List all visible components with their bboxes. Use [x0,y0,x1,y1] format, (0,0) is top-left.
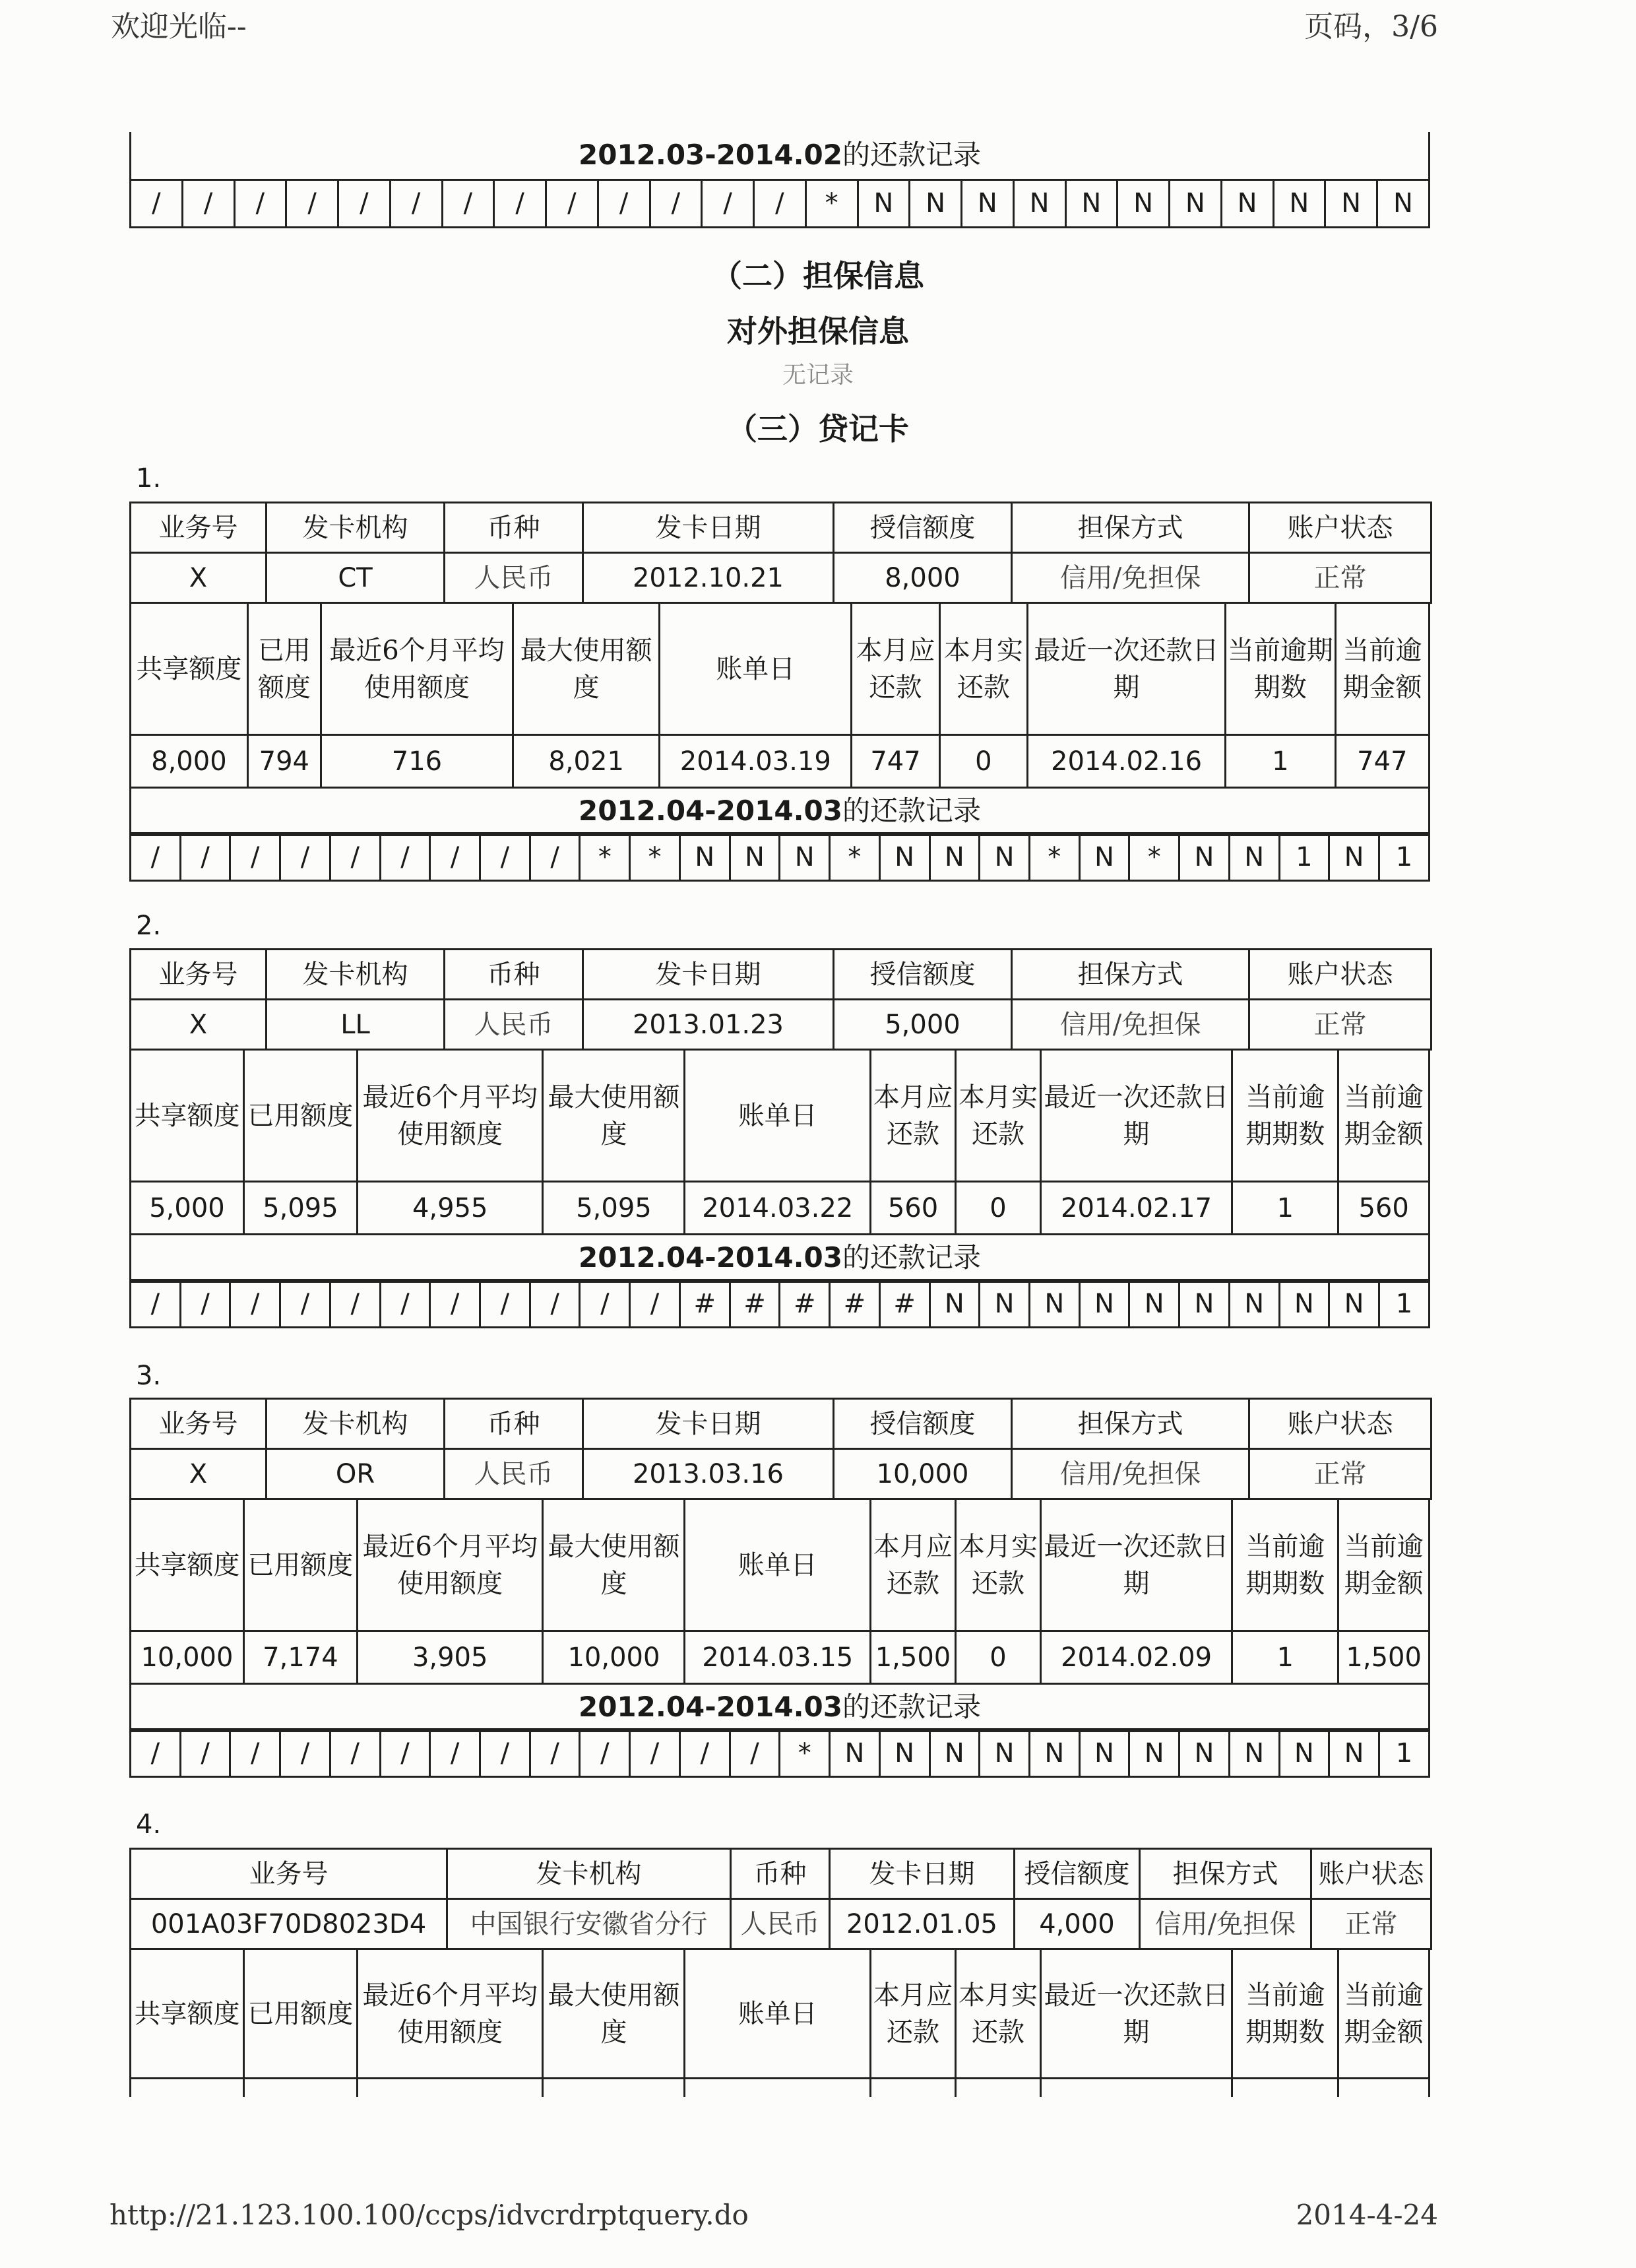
stat-value-cell [131,2079,244,2097]
stat-label-cell: 已用额度 [243,1949,357,2079]
stat-label-cell: 账单日 [685,1949,871,2079]
stat-value-cell [685,2079,871,2097]
repayment-cell: / [442,179,494,227]
info-cell: LL [267,1000,445,1050]
repayment-cell: N [730,833,780,881]
label-cell: 业务号 [131,950,267,1000]
info-cell: X [131,1000,267,1050]
stat-label-cell: 本月应还款 [871,1499,956,1631]
stat-label-cell: 最大使用额度 [543,1050,685,1182]
repayment-cell: 1 [1379,833,1429,881]
repayment-cell: / [754,179,806,227]
repayment-record-table [129,1279,1430,1328]
repayment-cell: N [1029,1280,1079,1328]
stat-value-cell: 0 [955,1182,1040,1235]
repayment-cell: / [131,1730,181,1777]
repayment-cell: / [180,833,230,881]
info-cell: 2012.01.05 [830,1899,1015,1949]
stat-value-cell: 1,500 [1338,1631,1430,1684]
info-cell: 信用/免担保 [1012,1449,1249,1499]
repayment-cell: / [630,1730,680,1777]
info-cell: 人民币 [731,1899,830,1949]
info-cell: 正常 [1249,553,1432,603]
repayment-cell: / [430,1280,480,1328]
repayment-cell: / [530,1730,580,1777]
repayment-cell: / [380,1730,430,1777]
info-cell: 人民币 [445,1000,583,1050]
label-cell: 担保方式 [1140,1849,1311,1899]
repayment-cell: N [1079,1280,1129,1328]
stat-value-cell: 2014.03.19 [660,735,852,788]
stat-label-cell: 当前逾期期数 [1232,1499,1338,1631]
repayment-cell: N [1013,179,1065,227]
credit-card-table [129,948,1432,1051]
repayment-cell: N [980,1730,1030,1777]
repayment-cell: N [929,1280,980,1328]
stat-value-cell: 1,500 [871,1631,956,1684]
repayment-cell: N [1079,1730,1129,1777]
stat-value-cell: 2014.03.22 [685,1182,871,1235]
repayment-cell: N [929,1730,980,1777]
info-cell: 2013.01.23 [583,1000,834,1050]
stat-label-cell: 共享额度 [131,1499,244,1631]
page-url[interactable]: http://21.123.100.100/ccps/idvcrdrptquery.do [110,2199,749,2231]
stat-value-cell: 4,955 [357,1182,543,1235]
stat-value-cell: 1 [1232,1182,1338,1235]
repayment-cell: N [1221,179,1273,227]
repayment-cell: * [630,833,680,881]
repayment-cell: / [234,179,286,227]
guarantee-section-title: （二）担保信息 [712,258,924,294]
info-cell: 中国银行安徽省分行 [447,1899,731,1949]
stat-label-cell: 最近一次还款日期 [1028,603,1226,735]
stat-label-cell: 当前逾期金额 [1338,1499,1430,1631]
credit-card-stats-table [129,1948,1430,2097]
stat-label-cell: 账单日 [685,1499,871,1631]
info-cell: 信用/免担保 [1012,553,1249,603]
repayment-cell: / [280,833,330,881]
repayment-cell: / [286,179,338,227]
stat-value-cell: 794 [247,735,321,788]
repayment-cell: / [430,1730,480,1777]
info-cell: 正常 [1249,1000,1432,1050]
repayment-cell: N [858,179,910,227]
repayment-cell: N [1129,1280,1180,1328]
stat-label-cell: 最近一次还款日期 [1040,1949,1232,2079]
stat-label-cell: 本月实还款 [955,1050,1040,1182]
info-cell: 信用/免担保 [1012,1000,1249,1050]
repayment-cell: / [338,179,391,227]
stat-label-cell: 当前逾期期数 [1232,1050,1338,1182]
repayment-cell: / [131,833,181,881]
repayment-cell: N [1180,1730,1230,1777]
repayment-cell: / [580,1280,630,1328]
repayment-cell: / [494,179,546,227]
repayment-cell: 1 [1379,1280,1429,1328]
repayment-cell: N [1180,1280,1230,1328]
repayment-cell: N [1329,1280,1379,1328]
label-cell: 授信额度 [834,950,1012,1000]
repayment-cell: N [980,1280,1030,1328]
repayment-cell: / [730,1730,780,1777]
stat-label-cell: 账单日 [660,603,852,735]
repayment-record-table [129,1728,1430,1778]
stat-label-cell: 共享额度 [131,1050,244,1182]
repayment-record-title [131,788,1430,835]
stat-label-cell: 当前逾期金额 [1338,1949,1430,2079]
stat-value-cell: 2014.03.15 [685,1631,871,1684]
info-cell: 正常 [1311,1899,1432,1949]
repayment-cell: N [1065,179,1117,227]
repayment-cell: N [830,1730,880,1777]
repayment-cell: N [1325,179,1377,227]
label-cell: 币种 [445,950,583,1000]
credit-card-table [129,1398,1432,1500]
repayment-cell: * [805,179,858,227]
label-cell: 发卡机构 [267,503,445,553]
repayment-cell: / [430,833,480,881]
page-number: 页码，3/6 [1304,10,1438,44]
label-cell: 担保方式 [1012,503,1249,553]
repayment-record-title [131,1235,1430,1282]
stat-label-cell: 当前逾期金额 [1335,603,1429,735]
stat-value-cell [543,2079,685,2097]
repayment-cell: N [1180,833,1230,881]
repayment-cell: # [830,1280,880,1328]
repayment-cell: N [1329,833,1379,881]
page-header-left: 欢迎光临-- [111,10,247,44]
repayment-cell: / [480,1280,530,1328]
repayment-cell: N [1170,179,1222,227]
repayment-cell: * [580,833,630,881]
repayment-cell: / [180,1280,230,1328]
label-cell: 发卡机构 [267,950,445,1000]
repayment-cell: / [330,833,380,881]
repayment-cell: N [1273,179,1325,227]
stat-value-cell: 560 [1338,1182,1430,1235]
repayment-cell: N [679,833,730,881]
repayment-cell: N [780,833,830,881]
repayment-cell: # [879,1280,929,1328]
stat-value-cell: 8,000 [131,735,248,788]
guarantee-no-record: 无记录 [782,362,854,389]
card-index: 4. [136,1809,162,1840]
info-cell: 10,000 [834,1449,1012,1499]
repayment-cell: / [230,833,280,881]
credit-card-stats-table [129,1049,1430,1283]
repayment-cell: * [780,1730,830,1777]
info-cell: OR [267,1449,445,1499]
credit-card-stats-table [129,1498,1430,1732]
stat-label-cell: 已用额度 [247,603,321,735]
repayment-cell: # [679,1280,730,1328]
stat-label-cell: 最近6个月平均使用额度 [357,1949,543,2079]
label-cell: 发卡机构 [447,1849,731,1899]
repayment-cell: / [679,1730,730,1777]
stat-value-cell [1040,2079,1232,2097]
page-date: 2014-4-24 [1296,2199,1438,2231]
repayment-cell: * [830,833,880,881]
label-cell: 发卡日期 [583,503,834,553]
label-cell: 币种 [445,1399,583,1449]
repayment-cell: 1 [1379,1730,1429,1777]
label-cell: 授信额度 [834,503,1012,553]
stat-value-cell: 716 [321,735,513,788]
card-index: 3. [136,1361,162,1391]
label-cell: 担保方式 [1012,1399,1249,1449]
label-cell: 发卡机构 [267,1399,445,1449]
stat-label-cell: 最大使用额度 [543,1949,685,2079]
card-index: 2. [136,911,162,941]
stat-value-cell: 7,174 [243,1631,357,1684]
stat-value-cell [1338,2079,1430,2097]
label-cell: 账户状态 [1249,950,1432,1000]
repayment-cell: / [390,179,442,227]
stat-label-cell: 共享额度 [131,1949,244,2079]
label-cell: 币种 [731,1849,830,1899]
repayment-cell: N [1279,1280,1329,1328]
record-suffix: 的还款记录 [842,1241,982,1274]
stat-value-cell [357,2079,543,2097]
stat-label-cell: 本月实还款 [955,1949,1040,2079]
info-cell: 2013.03.16 [583,1449,834,1499]
credit-card-table [129,1848,1432,1950]
info-cell: 4,000 [1015,1899,1140,1949]
repayment-cell: / [480,1730,530,1777]
stat-label-cell: 最大使用额度 [513,603,660,735]
repayment-cell: / [546,179,598,227]
record-period: 2012.04-2014.03 [578,1241,842,1274]
info-cell: 人民币 [445,1449,583,1499]
info-cell: 001A03F70D8023D4 [131,1899,447,1949]
repayment-cell: / [280,1280,330,1328]
stat-value-cell: 0 [955,1631,1040,1684]
credit-card-section-title: （三）贷记卡 [727,411,909,447]
repayment-cell: * [1129,833,1180,881]
info-cell: 人民币 [445,553,583,603]
label-cell: 发卡日期 [583,1399,834,1449]
stat-label-cell: 最近6个月平均使用额度 [357,1499,543,1631]
record-suffix: 的还款记录 [842,1691,982,1724]
repayment-cell: / [131,179,183,227]
repayment-cell: / [380,833,430,881]
stat-label-cell: 账单日 [685,1050,871,1182]
card-index: 1. [136,463,162,494]
stat-label-cell: 当前逾期期数 [1226,603,1336,735]
stat-value-cell [1232,2079,1338,2097]
info-cell: X [131,1449,267,1499]
repayment-cell: # [730,1280,780,1328]
label-cell: 授信额度 [834,1399,1012,1449]
record-period: 2012.04-2014.03 [578,1691,842,1724]
repayment-cell: / [530,1280,580,1328]
prev-record-title: 2012.03-2014.02的还款记录 [131,132,1430,179]
repayment-cell: N [879,1730,929,1777]
repayment-cell: N [1229,833,1279,881]
repayment-cell: N [980,833,1030,881]
label-cell: 发卡日期 [583,950,834,1000]
info-cell: 2012.10.21 [583,553,834,603]
repayment-cell: N [1229,1280,1279,1328]
credit-card-stats-table [129,602,1430,836]
repayment-cell: / [598,179,650,227]
repayment-cell: * [1029,833,1079,881]
repayment-record-title [131,1684,1430,1732]
label-cell: 币种 [445,503,583,553]
stat-value-cell [243,2079,357,2097]
stat-value-cell: 2014.02.17 [1040,1182,1232,1235]
repayment-cell: / [702,179,754,227]
label-cell: 业务号 [131,1849,447,1899]
repayment-cell: N [910,179,962,227]
stat-label-cell: 最大使用额度 [543,1499,685,1631]
repayment-cell: N [1279,1730,1329,1777]
prev-record-row [131,179,1430,227]
repayment-cell: / [630,1280,680,1328]
stat-label-cell: 共享额度 [131,603,248,735]
stat-value-cell: 747 [1335,735,1429,788]
stat-label-cell: 当前逾期期数 [1232,1949,1338,2079]
stat-label-cell: 已用额度 [243,1050,357,1182]
repayment-cell: / [530,833,580,881]
repayment-cell: / [380,1280,430,1328]
stat-value-cell: 5,095 [543,1182,685,1235]
info-cell: X [131,553,267,603]
stat-value-cell [955,2079,1040,2097]
stat-label-cell: 本月应还款 [871,1949,956,2079]
label-cell: 账户状态 [1311,1849,1432,1899]
repayment-cell: 1 [1279,833,1329,881]
repayment-cell: / [480,833,530,881]
stat-value-cell: 2014.02.09 [1040,1631,1232,1684]
repayment-cell: / [180,1730,230,1777]
stat-value-cell: 2014.02.16 [1028,735,1226,788]
repayment-cell: N [1079,833,1129,881]
repayment-cell: N [1029,1730,1079,1777]
label-cell: 业务号 [131,1399,267,1449]
stat-label-cell: 最近一次还款日期 [1040,1050,1232,1182]
stat-value-cell [871,2079,956,2097]
info-cell: 5,000 [834,1000,1012,1050]
stat-value-cell: 10,000 [543,1631,685,1684]
repayment-cell: / [650,179,702,227]
label-cell: 账户状态 [1249,1399,1432,1449]
stat-value-cell: 5,095 [243,1182,357,1235]
repayment-cell: N [1229,1730,1279,1777]
stat-value-cell: 8,021 [513,735,660,788]
repayment-cell: / [131,1280,181,1328]
stat-label-cell: 最近6个月平均使用额度 [357,1050,543,1182]
stat-value-cell: 10,000 [131,1631,244,1684]
repayment-cell: / [580,1730,630,1777]
label-cell: 业务号 [131,503,267,553]
repayment-record-table [129,832,1430,882]
stat-label-cell: 已用额度 [243,1499,357,1631]
stat-label-cell: 本月实还款 [939,603,1027,735]
label-cell: 发卡日期 [830,1849,1015,1899]
stat-value-cell: 1 [1226,735,1336,788]
repayment-cell: N [929,833,980,881]
repayment-cell: N [962,179,1014,227]
stat-label-cell: 本月实还款 [955,1499,1040,1631]
repayment-cell: N [879,833,929,881]
credit-card-table [129,502,1432,604]
repayment-cell: / [330,1730,380,1777]
repayment-cell: / [280,1730,330,1777]
record-suffix: 的还款记录 [842,794,982,827]
prev-repayment-table [129,132,1430,228]
stat-label-cell: 当前逾期金额 [1338,1050,1430,1182]
stat-label-cell: 本月应还款 [852,603,939,735]
record-period: 2012.04-2014.03 [578,794,842,827]
stat-value-cell: 747 [852,735,939,788]
stat-value-cell: 1 [1232,1631,1338,1684]
info-cell: CT [267,553,445,603]
info-cell: 信用/免担保 [1140,1899,1311,1949]
label-cell: 账户状态 [1249,503,1432,553]
info-cell: 正常 [1249,1449,1432,1499]
stat-label-cell: 最近一次还款日期 [1040,1499,1232,1631]
stat-label-cell: 最近6个月平均使用额度 [321,603,513,735]
repayment-cell: # [780,1280,830,1328]
info-cell: 8,000 [834,553,1012,603]
stat-label-cell: 本月应还款 [871,1050,956,1182]
repayment-cell: / [330,1280,380,1328]
repayment-cell: N [1329,1730,1379,1777]
repayment-cell: N [1129,1730,1180,1777]
repayment-cell: / [230,1280,280,1328]
stat-value-cell: 5,000 [131,1182,244,1235]
stat-value-cell: 560 [871,1182,956,1235]
repayment-cell: N [1117,179,1170,227]
label-cell: 担保方式 [1012,950,1249,1000]
repayment-cell: / [182,179,234,227]
guarantee-subtitle: 对外担保信息 [727,313,909,349]
stat-value-cell: 3,905 [357,1631,543,1684]
repayment-cell: / [230,1730,280,1777]
label-cell: 授信额度 [1015,1849,1140,1899]
repayment-cell: N [1377,179,1430,227]
stat-value-cell: 0 [939,735,1027,788]
